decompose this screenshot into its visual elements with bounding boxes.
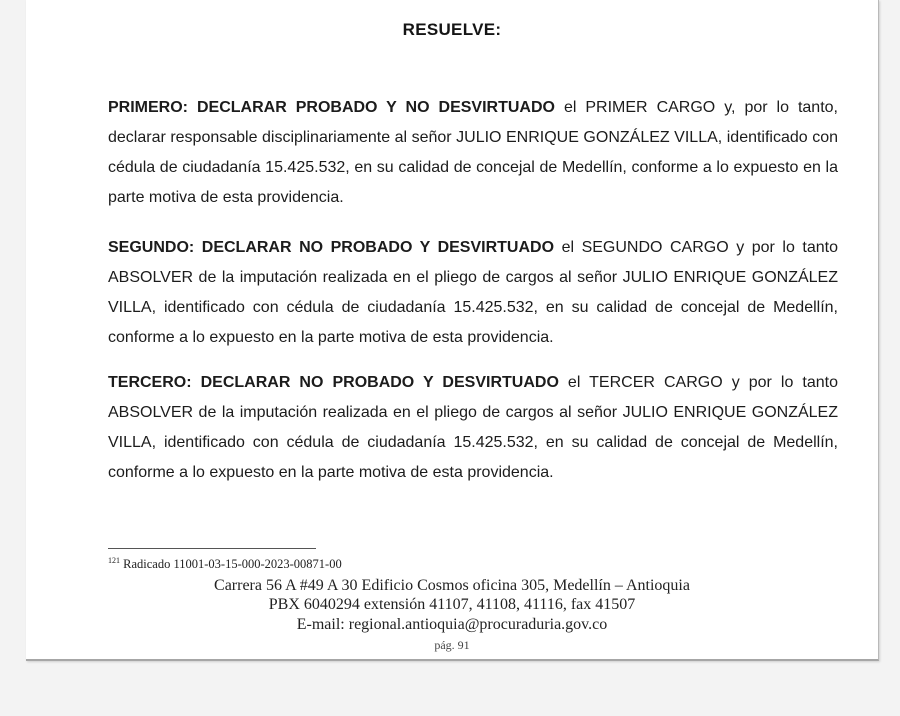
paragraph-text: el PRIMER CARGO y, por lo tanto, declarar responsable disciplinariamente al señor JULIO ENRIQUE GONZÁLEZ VILLA, identificado con cédula de ciudadanía 15.425.532, en su calidad de concejal de Medellín, conforme a lo expuesto en la parte motiva de esta providencia. — [108, 99, 838, 206]
document-page — [26, 0, 879, 661]
footnote-text: Radicado 11001-03-15-000-2023-00871-00 — [120, 557, 342, 572]
resolution-paragraph-tercero — [108, 368, 838, 488]
paragraph-text: el TERCER CARGO y por lo tanto ABSOLVER de la imputación realizada en el pliego de cargos al señor JULIO ENRIQUE GONZÁLEZ VILLA, identificado con cédula de ciudadanía 15.425.532, en su calidad de concejal de Medellín, conforme a lo expuesto en la parte motiva de esta providencia. — [108, 374, 838, 481]
footer-address: Carrera 56 A #49 A 30 Edificio Cosmos oficina 305, Medellín – Antioquia — [214, 577, 690, 594]
footer-phone: PBX 6040294 extensión 41107, 41108, 41116, fax 41507 — [268, 596, 636, 613]
section-heading: RESUELVE: — [402, 20, 502, 39]
footnote-divider — [108, 548, 316, 549]
resolution-paragraph-primero — [108, 93, 838, 213]
footnote-marker: 121 — [108, 556, 120, 565]
paragraph-lead: PRIMERO: DECLARAR PROBADO Y NO DESVIRTUADO — [108, 99, 555, 116]
footer-email: E-mail: regional.antioquia@procuraduria.gov.co — [296, 616, 608, 633]
resolution-paragraph-segundo — [108, 233, 838, 353]
paragraph-lead: SEGUNDO: DECLARAR NO PROBADO Y DESVIRTUADO — [108, 239, 555, 256]
footnote — [108, 556, 608, 572]
paragraph-lead: TERCERO: DECLARAR NO PROBADO Y DESVIRTUADO — [108, 374, 559, 391]
paragraph-text: el SEGUNDO CARGO y por lo tanto ABSOLVER de la imputación realizada en el pliego de cargos al señor JULIO ENRIQUE GONZÁLEZ VILLA, identificado con cédula de ciudadanía 15.425.532, en su calidad de concejal de Medellín, conforme a lo expuesto en la parte motiva de esta providencia. — [108, 239, 838, 346]
page-number: pág. 91 — [434, 638, 470, 652]
